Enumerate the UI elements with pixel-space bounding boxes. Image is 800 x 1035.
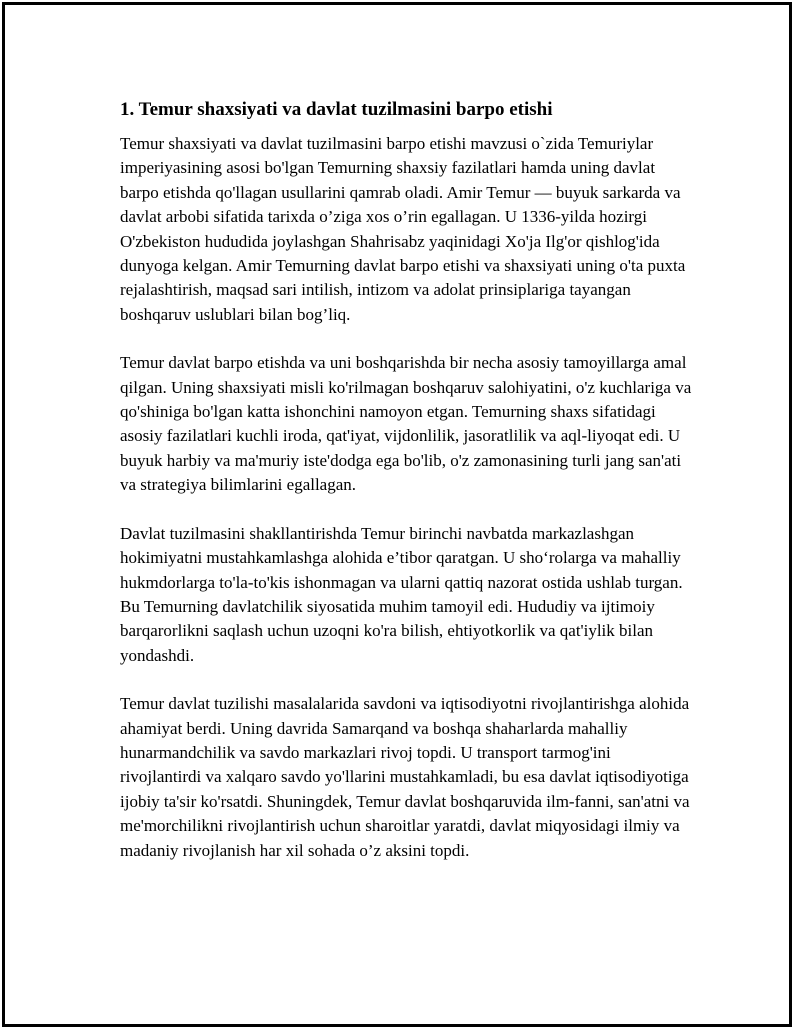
document-page [2,2,792,1027]
paragraph-2: Temur davlat barpo etishda va uni boshqarishda bir necha asosiy tamoyillarga amal qilgan. Uning shaxsiyati misli ko'rilmagan boshqaruv salohiyatini, o'z kuchlariga va qo'shiniga bo'lgan katta ishonchini namoyon etgan. Temurning shaxs sifatidagi asosiy fazilatlari kuchli iroda, qat'iyat, vijdonlilik, jasoratlilik va aql-liyoqat edi. U buyuk harbiy va ma'muriy iste'dodga ega bo'lib, o'z zamonasining turli jang san'ati va strategiya bilimlarini egallagan. [120,353,692,495]
paragraph-3: Davlat tuzilmasini shakllantirishda Temur birinchi navbatda markazlashgan hokimiyatni mustahkamlashga alohida e’tibor qaratgan. U sho‘rolarga va mahalliy hukmdorlarga to'la-to'kis ishonmagan va ularni qattiq nazorat ostida ushlab turgan. Bu Temurning davlatchilik siyosatida muhim tamoyil edi. Hududiy va ijtimoiy barqarorlikni saqlash uchun uzoqni ko'ra bilish, ehtiyotkorlik va qat'iylik bilan yondashdi. [120,523,683,665]
document-content [120,98,695,887]
paragraph-4: Temur davlat tuzilishi masalalarida savdoni va iqtisodiyotni rivojlantirishga alohida ahamiyat berdi. Uning davrida Samarqand va boshqa shaharlarda mahalliy hunarmandchilik va savdo markazlari rivoj topdi. U transport tarmog'ini rivojlantirdi va xalqaro savdo yo'llarini mustahkamladi, bu esa davlat iqtisodiyotiga ijobiy ta'sir ko'rsatdi. Shuningdek, Temur davlat boshqaruvida ilm-fanni, san'atni va me'morchilikni rivojlantirish uchun sharoitlar yaratdi, davlat miqyosidagi ilmiy va madaniy rivojlanish har xil sohada o’z aksini topdi. [120,694,690,860]
section-heading: 1. Temur shaxsiyati va davlat tuzilmasini barpo etishi [120,99,553,120]
paragraph-1: Temur shaxsiyati va davlat tuzilmasini barpo etishi mavzusi o`zida Temuriylar imperiyasining asosi bo'lgan Temurning shaxsiy fazilatlari hamda uning davlat barpo etishda qo'llagan usullarini qamrab oladi. Amir Temur — buyuk sarkarda va davlat arbobi sifatida tarixda o’ziga xos o’rin egallagan. U 1336-yilda hozirgi O'zbekiston hududida joylashgan Shahrisabz yaqinidagi Xo'ja Ilg'or qishlog'ida dunyoga kelgan. Amir Temurning davlat barpo etishi va shaxsiyati uning o'ta puxta rejalashtirish, maqsad sari intilish, intizom va adolat prinsiplariga tayangan boshqaruv uslublari bilan bog’liq. [120,134,686,324]
